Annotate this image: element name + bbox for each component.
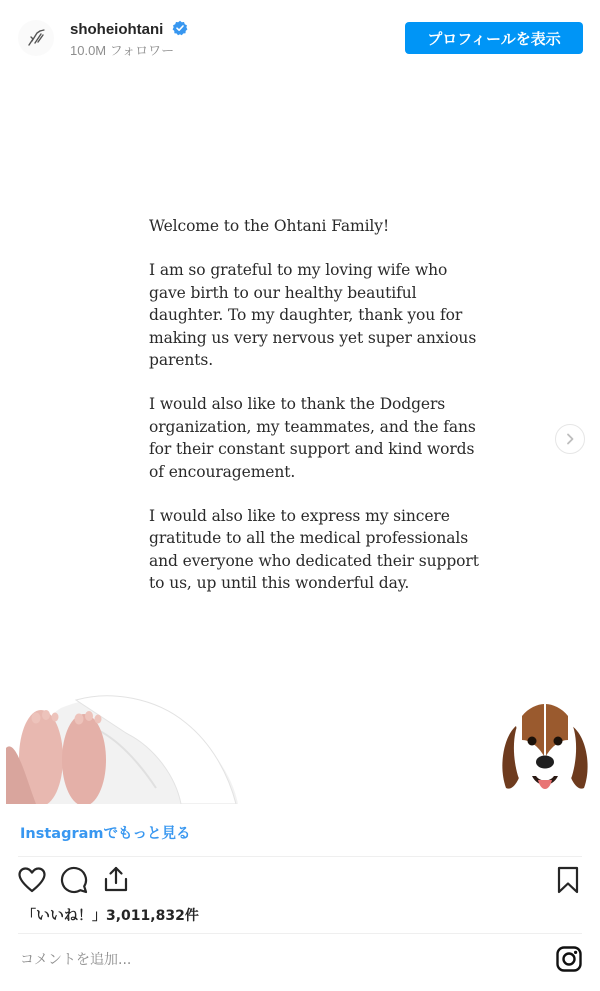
next-slide-button[interactable] bbox=[555, 424, 585, 454]
add-comment-field[interactable] bbox=[20, 947, 520, 973]
chevron-right-icon bbox=[563, 432, 577, 446]
letter-paragraph: I would also like to express my sincere gratitude to all the medical professionals and everyone who dedicated their support to us, up until this wonderful day. bbox=[149, 507, 479, 593]
divider bbox=[18, 856, 582, 857]
follower-count: 10.0M フォロワー bbox=[70, 43, 175, 58]
bookmark-icon bbox=[556, 866, 580, 894]
letter-paragraph: I am so grateful to my loving wife who gave birth to our healthy beautiful daughter. To my daughter, thank you for making us very nervous yet super anxious parents. bbox=[149, 261, 477, 370]
share-icon bbox=[102, 865, 130, 893]
divider bbox=[18, 933, 582, 934]
like-button[interactable] bbox=[16, 864, 48, 896]
letter-paragraph: I would also like to thank the Dodgers organization, my teammates, and the fans for their constant support and kind words of encouragement. bbox=[149, 395, 476, 481]
instagram-logo-icon[interactable] bbox=[553, 943, 585, 975]
letter-paragraph: Welcome to the Ohtani Family! bbox=[149, 217, 390, 235]
view-more-on-instagram-link[interactable]: Instagramでもっと見る bbox=[20, 826, 191, 842]
post-media[interactable] bbox=[6, 76, 594, 804]
comment-icon bbox=[60, 866, 88, 894]
signature-logo-icon[interactable] bbox=[18, 20, 54, 56]
announcement-letter bbox=[149, 215, 479, 617]
dog-image bbox=[494, 696, 594, 804]
share-button[interactable] bbox=[100, 863, 132, 895]
username[interactable]: shoheiohtani bbox=[70, 21, 164, 38]
heart-icon bbox=[18, 867, 46, 893]
baby-feet-image bbox=[6, 688, 238, 804]
save-button[interactable] bbox=[552, 864, 584, 896]
post-header bbox=[0, 0, 600, 72]
comment-button[interactable] bbox=[58, 864, 90, 896]
like-count: 「いいね！」3,011,832件 bbox=[22, 908, 199, 924]
verified-badge-icon bbox=[172, 20, 188, 36]
action-bar bbox=[0, 862, 600, 898]
view-profile-button[interactable]: プロフィールを表示 bbox=[405, 22, 583, 54]
